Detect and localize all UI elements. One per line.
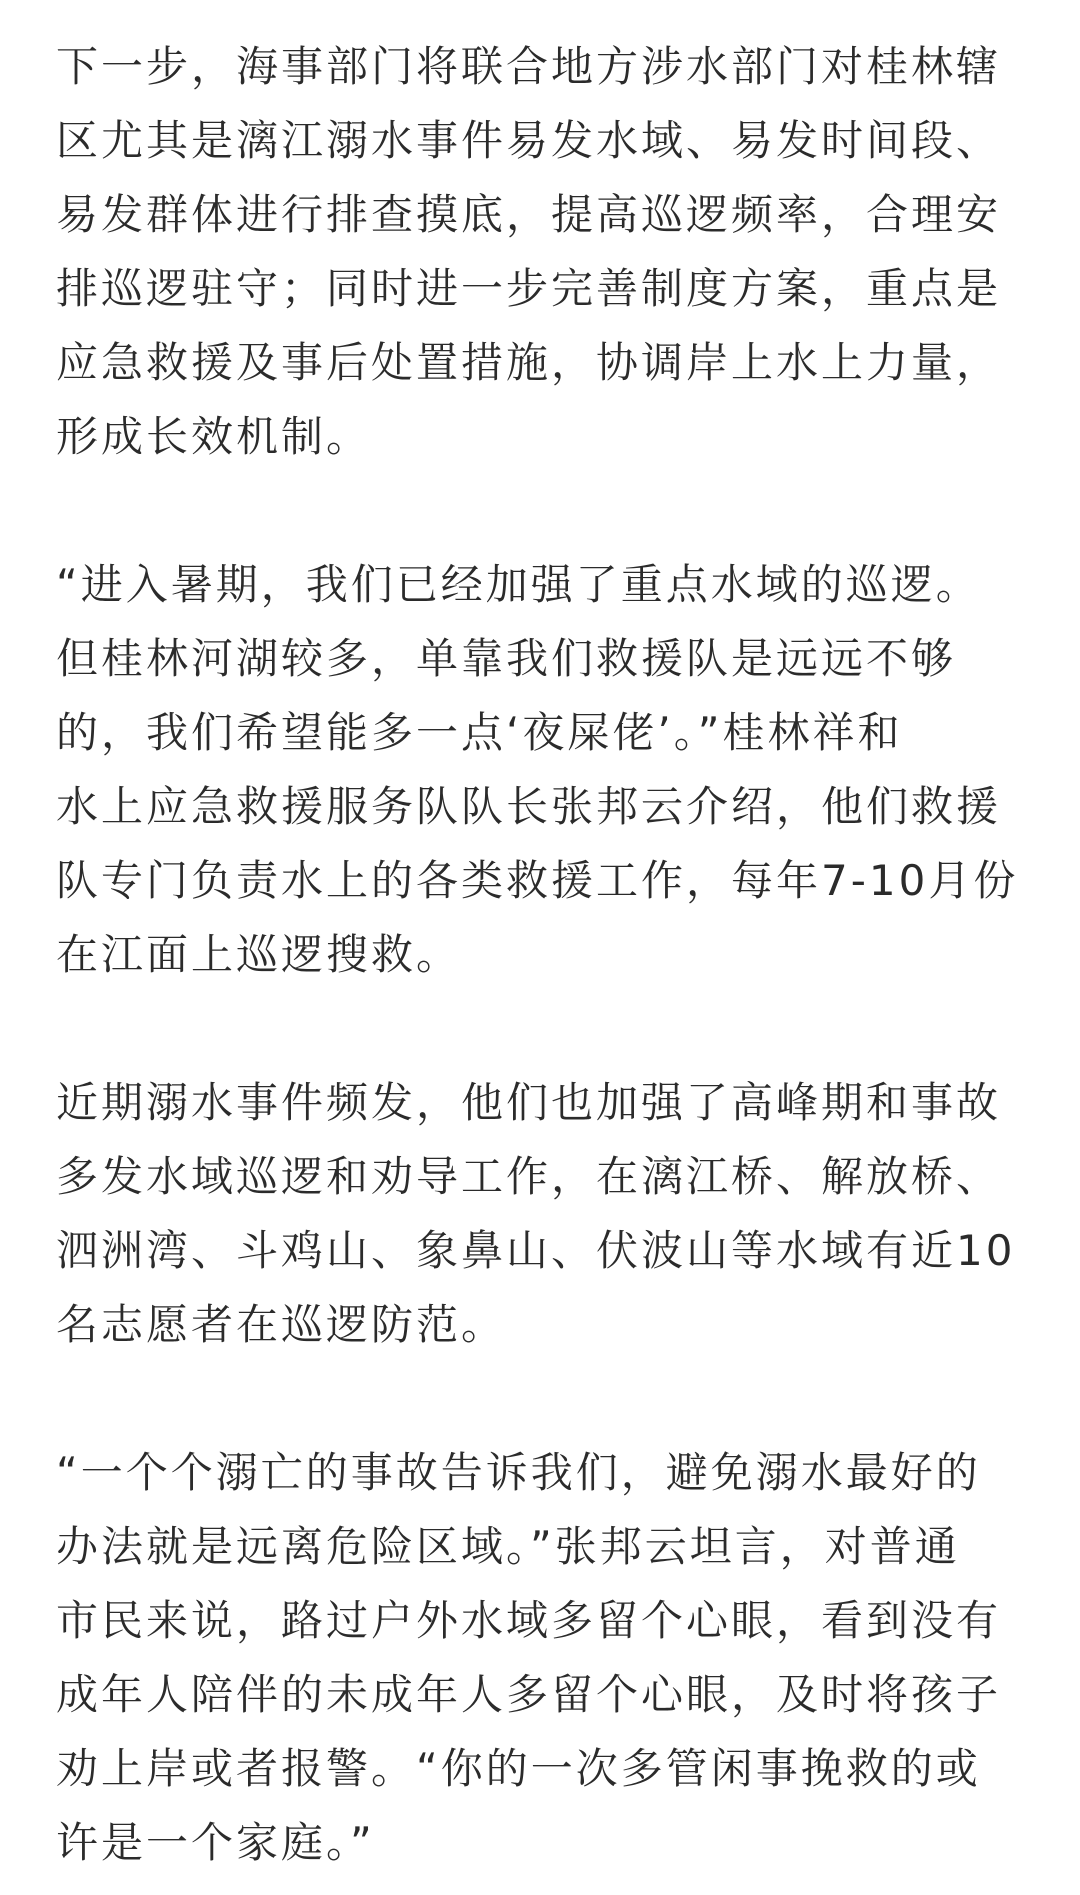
- article-paragraph: “一个个溺亡的事故告诉我们，避免溺水最好的 办法就是远离危险区域。”张邦云坦言，对普通 市民来说，路过户外水域多留个心眼，看到没有 成年人陪伴的未成年人多留个心眼，及时将孩子 劝上岸或者报警。“你的一次多管闲事挽救的或 许是一个家庭。”: [56, 1448, 1002, 1867]
- article-paragraph: 近期溺水事件频发，他们也加强了高峰期和事故 多发水域巡逻和劝导工作，在漓江桥、解放桥、 泗洲湾、斗鸡山、象鼻山、伏波山等水域有近10 名志愿者在巡逻防范。: [56, 1078, 1016, 1349]
- article-body: [56, 30, 1024, 1880]
- article-paragraph: 下一步，海事部门将联合地方涉水部门对桂林辖 区尤其是漓江溺水事件易发水域、易发时间段、 易发群体进行排查摸底，提高巡逻频率，合理安 排巡逻驻守；同时进一步完善制度方案，重点是 应急救援及事后处置措施，协调岸上水上力量， 形成长效机制。: [56, 42, 1002, 461]
- article-paragraph: “进入暑期，我们已经加强了重点水域的巡逻。 但桂林河湖较多，单靠我们救援队是远远不够 的，我们希望能多一点‘夜屎佬’。”桂林祥和 水上应急救援服务队队长张邦云介绍，他们救援 队专门负责水上的各类救援工作，每年7-10月份 在江面上巡逻搜救。: [56, 560, 1019, 979]
